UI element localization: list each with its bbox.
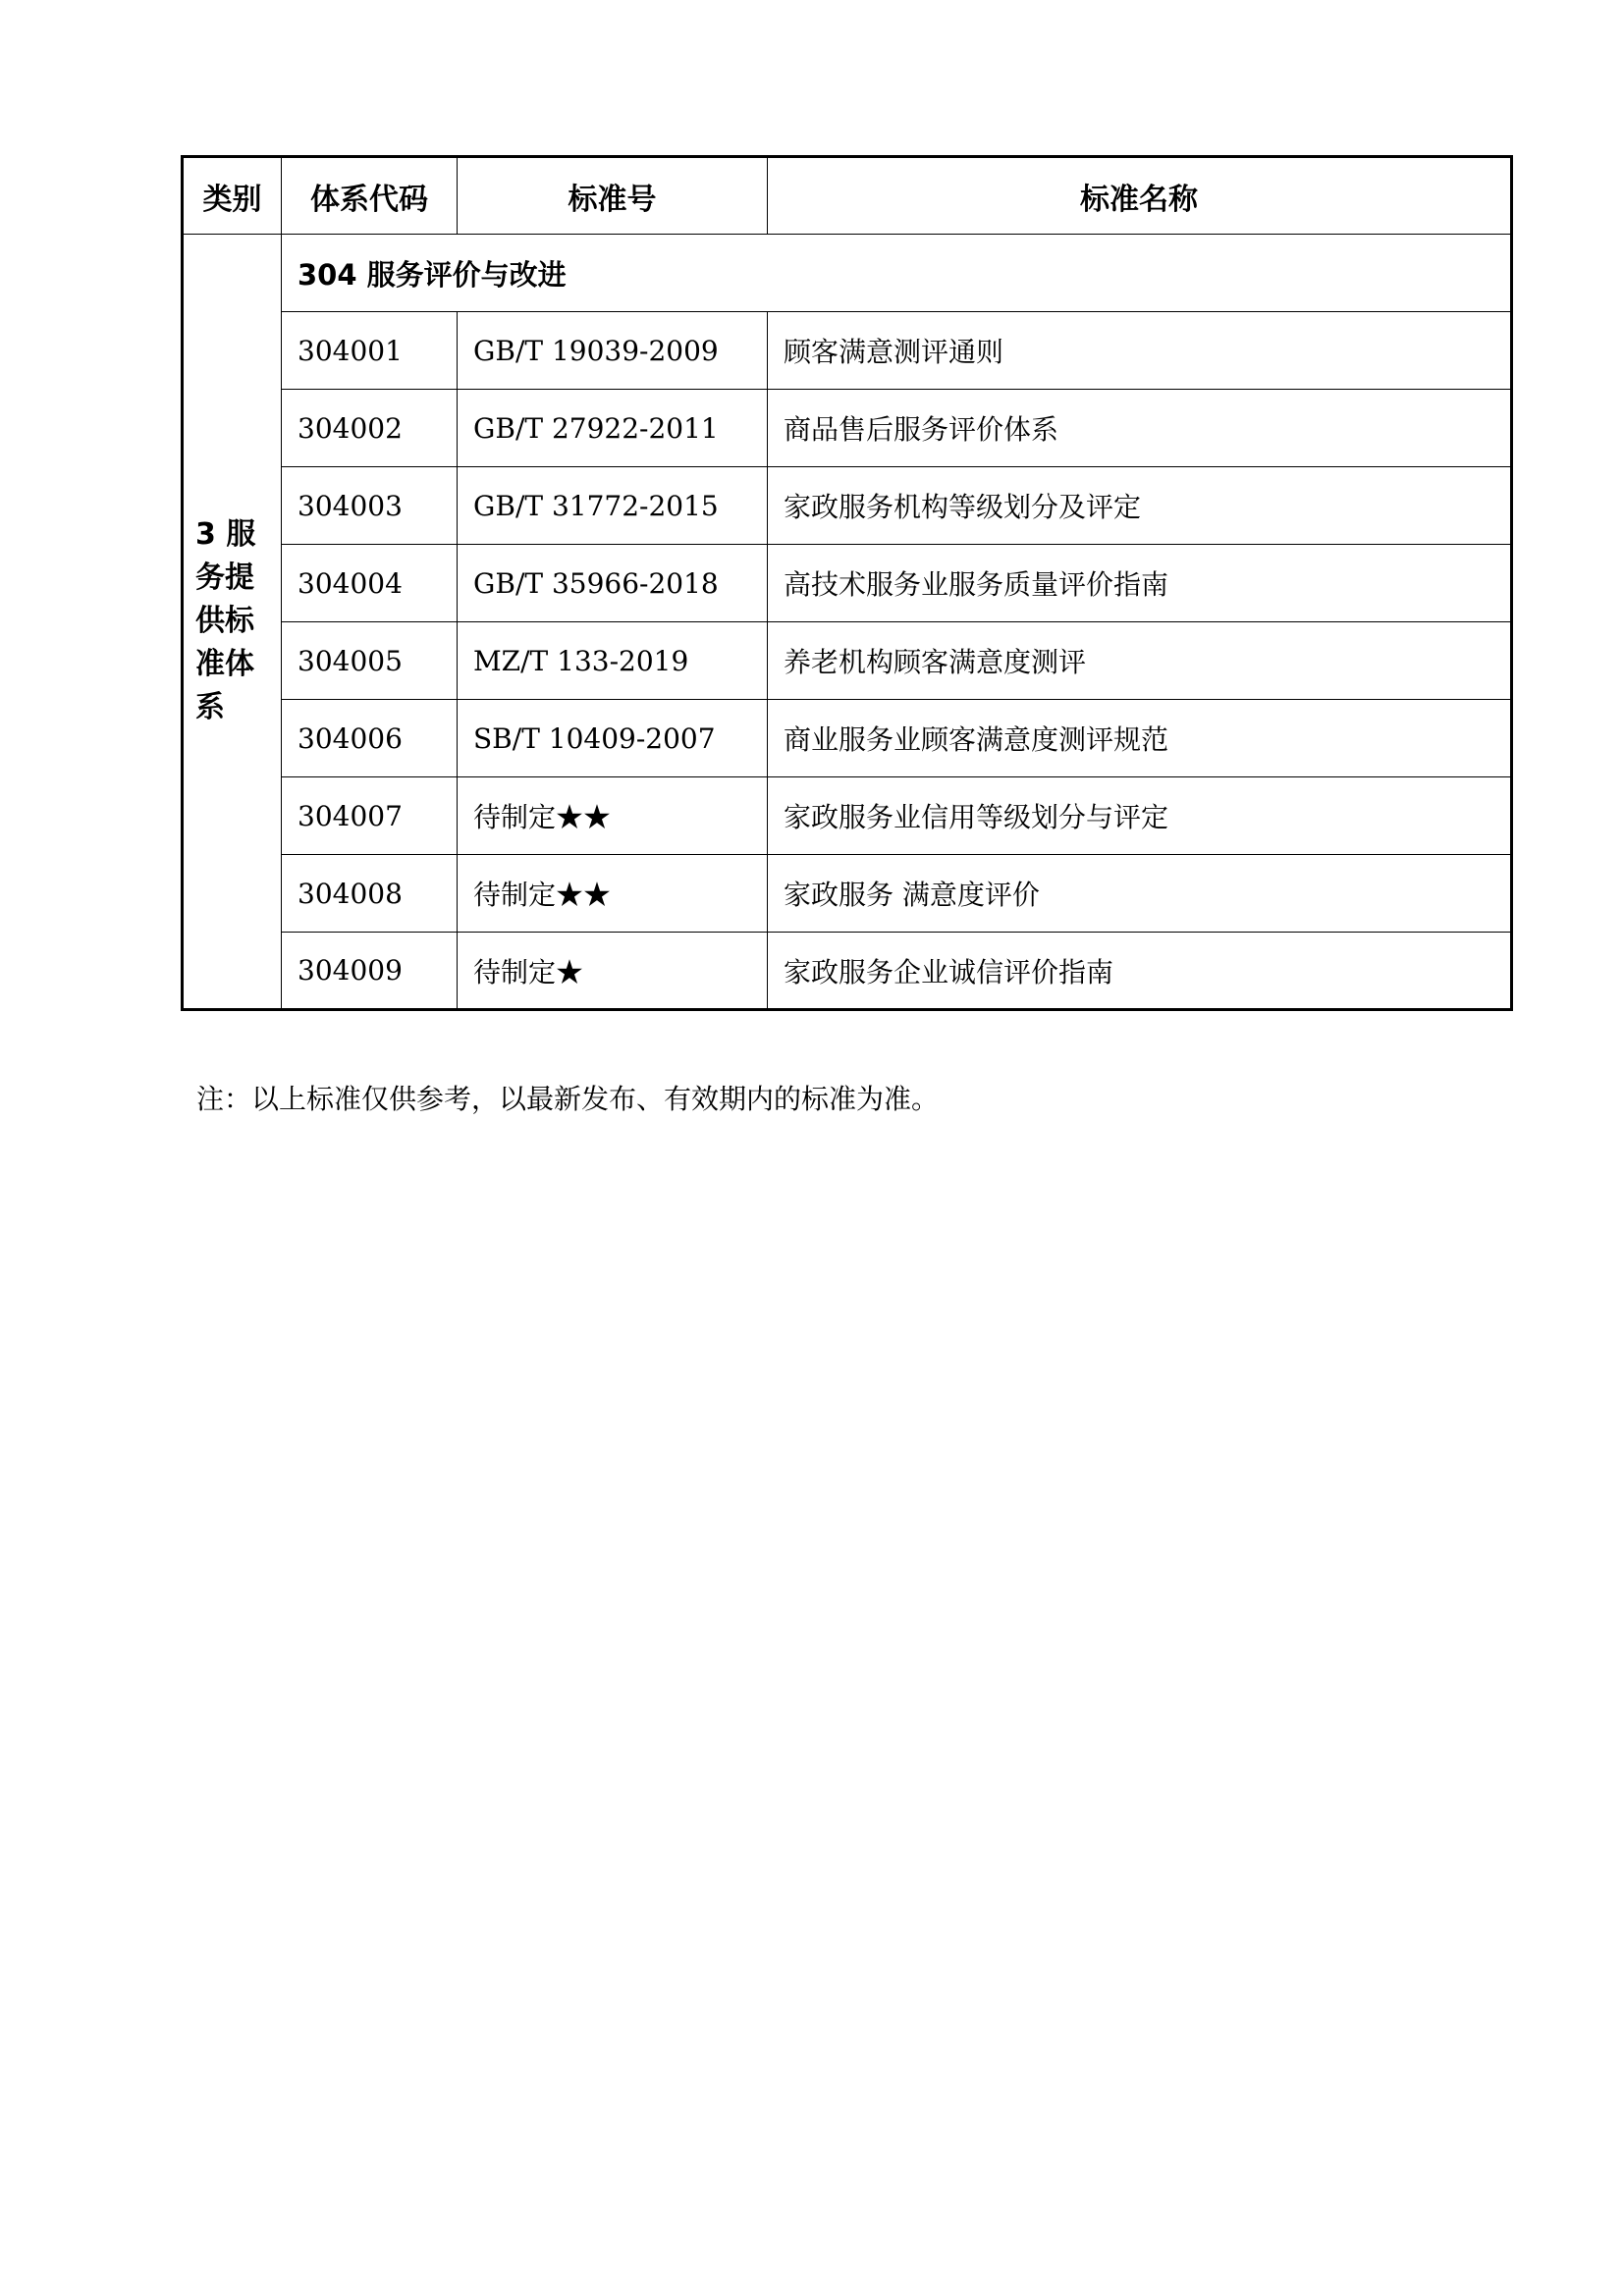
section-row: [183, 235, 1512, 312]
standard-name-cell: 养老机构顾客满意度测评: [768, 622, 1512, 700]
header-system-code: 体系代码: [282, 157, 458, 235]
table-row: [183, 545, 1512, 622]
section-title: 304 服务评价与改进: [282, 235, 1512, 312]
table-row: [183, 855, 1512, 933]
table-row: [183, 933, 1512, 1010]
standard-no-cell: SB/T 10409-2007: [458, 700, 768, 777]
standard-name-cell: 家政服务 满意度评价: [768, 855, 1512, 933]
standard-name-cell: 顾客满意测评通则: [768, 312, 1512, 390]
system-code-cell: 304003: [282, 467, 458, 545]
standard-name-cell: 家政服务企业诚信评价指南: [768, 933, 1512, 1010]
standard-no-cell: GB/T 35966-2018: [458, 545, 768, 622]
standards-table-body: [183, 157, 1512, 1010]
standard-name-cell: 商品售后服务评价体系: [768, 390, 1512, 467]
table-row: [183, 467, 1512, 545]
standard-no-cell: GB/T 27922-2011: [458, 390, 768, 467]
standard-no-cell: GB/T 31772-2015: [458, 467, 768, 545]
system-code-cell: 304008: [282, 855, 458, 933]
standard-no-cell: GB/T 19039-2009: [458, 312, 768, 390]
standard-no-cell: 待制定★: [458, 933, 768, 1010]
system-code-cell: 304005: [282, 622, 458, 700]
standard-no-cell: 待制定★★: [458, 855, 768, 933]
footnote: 注：以上标准仅供参考，以最新发布、有效期内的标准为准。: [196, 1083, 940, 1115]
system-code-cell: 304004: [282, 545, 458, 622]
system-code-cell: 304007: [282, 777, 458, 855]
standard-name-cell: 高技术服务业服务质量评价指南: [768, 545, 1512, 622]
system-code-cell: 304009: [282, 933, 458, 1010]
header-standard-name: 标准名称: [768, 157, 1512, 235]
standard-name-cell: 家政服务业信用等级划分与评定: [768, 777, 1512, 855]
table-row: [183, 700, 1512, 777]
header-standard-no: 标准号: [458, 157, 768, 235]
category-cell: 3 服务提供标准体系: [183, 235, 282, 1010]
system-code-cell: 304001: [282, 312, 458, 390]
table-row: [183, 622, 1512, 700]
header-category: 类别: [183, 157, 282, 235]
system-code-cell: 304006: [282, 700, 458, 777]
standard-name-cell: 商业服务业顾客满意度测评规范: [768, 700, 1512, 777]
standard-name-cell: 家政服务机构等级划分及评定: [768, 467, 1512, 545]
header-row: [183, 157, 1512, 235]
table-row: [183, 777, 1512, 855]
standards-table: [181, 155, 1513, 1011]
table-row: [183, 312, 1512, 390]
standard-no-cell: 待制定★★: [458, 777, 768, 855]
standard-no-cell: MZ/T 133-2019: [458, 622, 768, 700]
system-code-cell: 304002: [282, 390, 458, 467]
table-row: [183, 390, 1512, 467]
